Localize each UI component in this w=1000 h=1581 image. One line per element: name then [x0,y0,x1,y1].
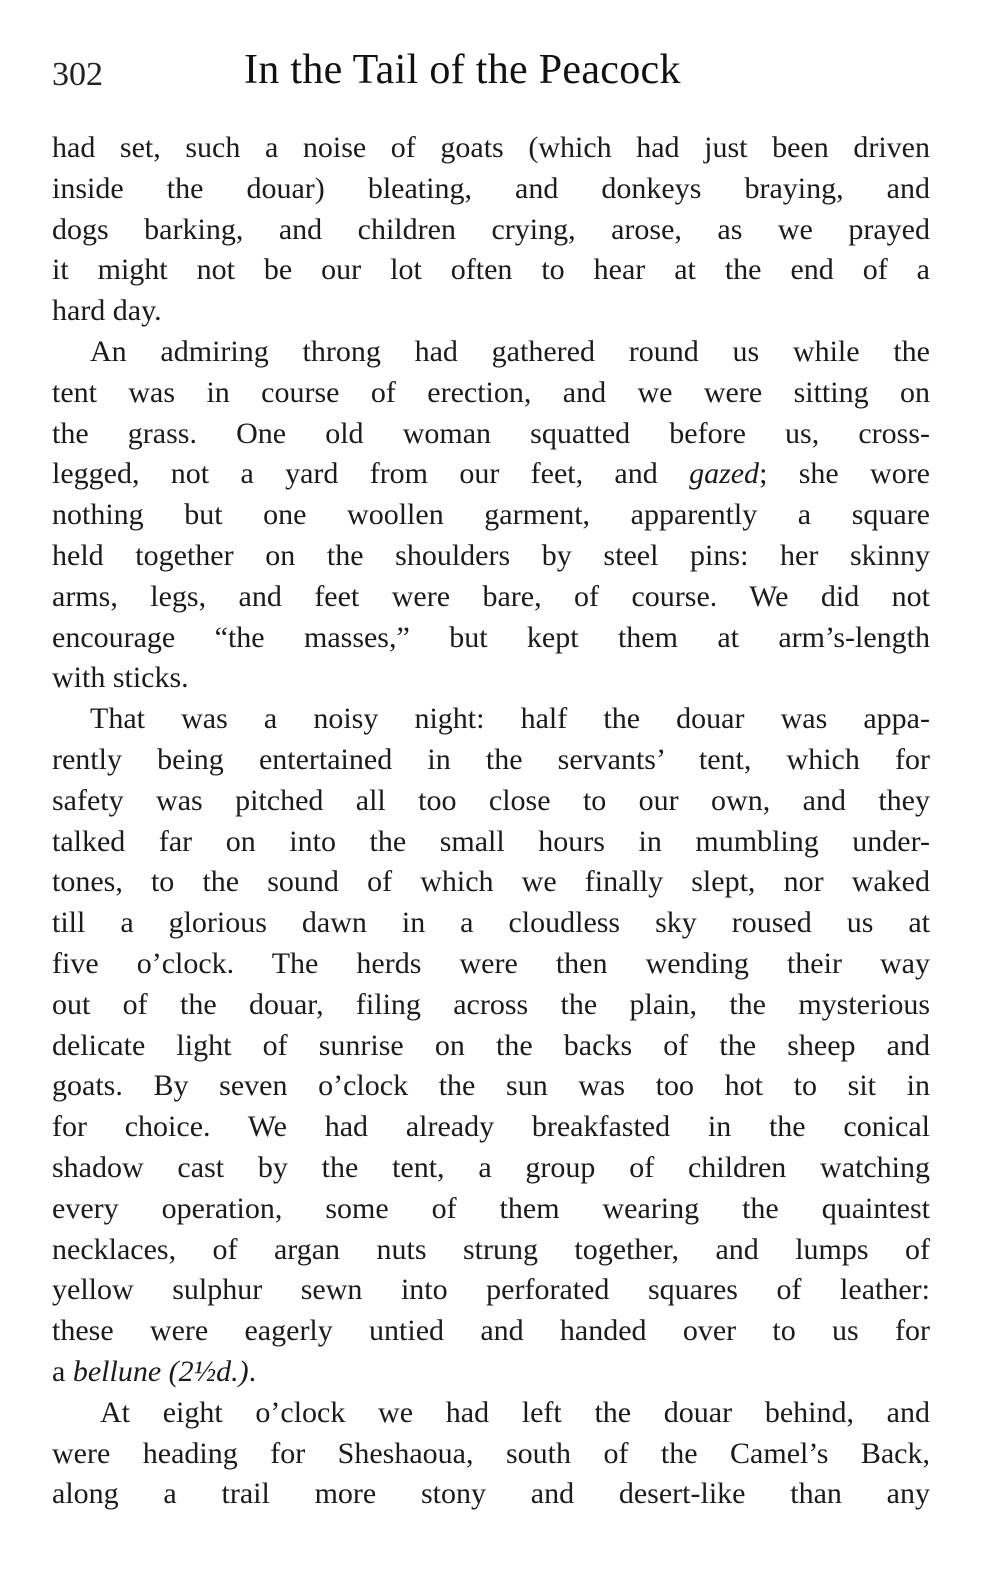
text-line: every operation, some of them wearing the quaintest [52,1191,930,1225]
text-line: were heading for Sheshaoua, south of the Camel’s Back, [52,1436,930,1470]
text-line: yellow sulphur sewn into perforated squares of leather: [52,1273,930,1307]
text-line: nothing but one woollen garment, apparently a square [52,498,930,532]
text-segment: ; she wore [759,457,930,491]
text-segment: a [52,1354,73,1388]
paragraph-start-line: That was a noisy night: half the douar was appa- [90,702,930,736]
text-line: rently being entertained in the servants’ tent, which for [52,742,930,776]
text-line: tones, to the sound of which we finally slept, nor waked [52,865,930,899]
text-segment: legged, not a yard from our feet, and [52,457,690,491]
text-line [52,1352,930,1393]
text-line: till a glorious dawn in a cloudless sky roused us at [52,906,930,940]
text-line: delicate light of sunrise on the backs of the sheep and [52,1028,930,1062]
running-title: In the Tail of the Peacock [244,47,681,93]
body-text [52,128,930,1515]
text-line: safety was pitched all too close to our own, and they [52,783,930,817]
italic-word: bellune (2½d.) [72,1354,249,1388]
text-line: with sticks. [52,661,189,695]
paragraph-start-line: An admiring throng had gathered round us while the [90,334,930,368]
page-number: 302 [52,56,103,93]
text-line: held together on the shoulders by steel pins: her skinny [52,538,930,572]
text-line: inside the douar) bleating, and donkeys braying, and [52,171,930,205]
page-header [52,46,930,102]
text-line: arms, legs, and feet were bare, of course. We did not [52,579,930,613]
text-line: it might not be our lot often to hear at the end of a [52,253,930,287]
text-line: encourage “the masses,” but kept them at arm’s-length [52,620,930,654]
text-line: talked far on into the small hours in mumbling under- [52,824,930,858]
paragraph-start-line: At eight o’clock we had left the douar behind, and [100,1395,930,1429]
text-line: dogs barking, and children crying, arose, as we prayed [52,212,930,246]
text-line: goats. By seven o’clock the sun was too hot to sit in [52,1069,930,1103]
text-line: necklaces, of argan nuts strung together, and lumps of [52,1232,930,1266]
text-line: shadow cast by the tent, a group of children watching [52,1150,930,1184]
text-line: the grass. One old woman squatted before us, cross- [52,416,930,450]
text-line: along a trail more stony and desert-like than any [52,1477,930,1511]
text-line [52,454,930,495]
italic-word: gazed [689,457,760,491]
text-segment: . [248,1354,257,1388]
text-line: five o’clock. The herds were then wending their way [52,946,930,980]
text-line: hard day. [52,294,162,328]
text-line: out of the douar, filing across the plain, the mysterious [52,987,930,1021]
text-line: tent was in course of erection, and we were sitting on [52,375,930,409]
text-line: for choice. We had already breakfasted in the conical [52,1110,930,1144]
text-line: had set, such a noise of goats (which had just been driven [52,131,930,164]
text-line: these were eagerly untied and handed over to us for [52,1314,930,1348]
